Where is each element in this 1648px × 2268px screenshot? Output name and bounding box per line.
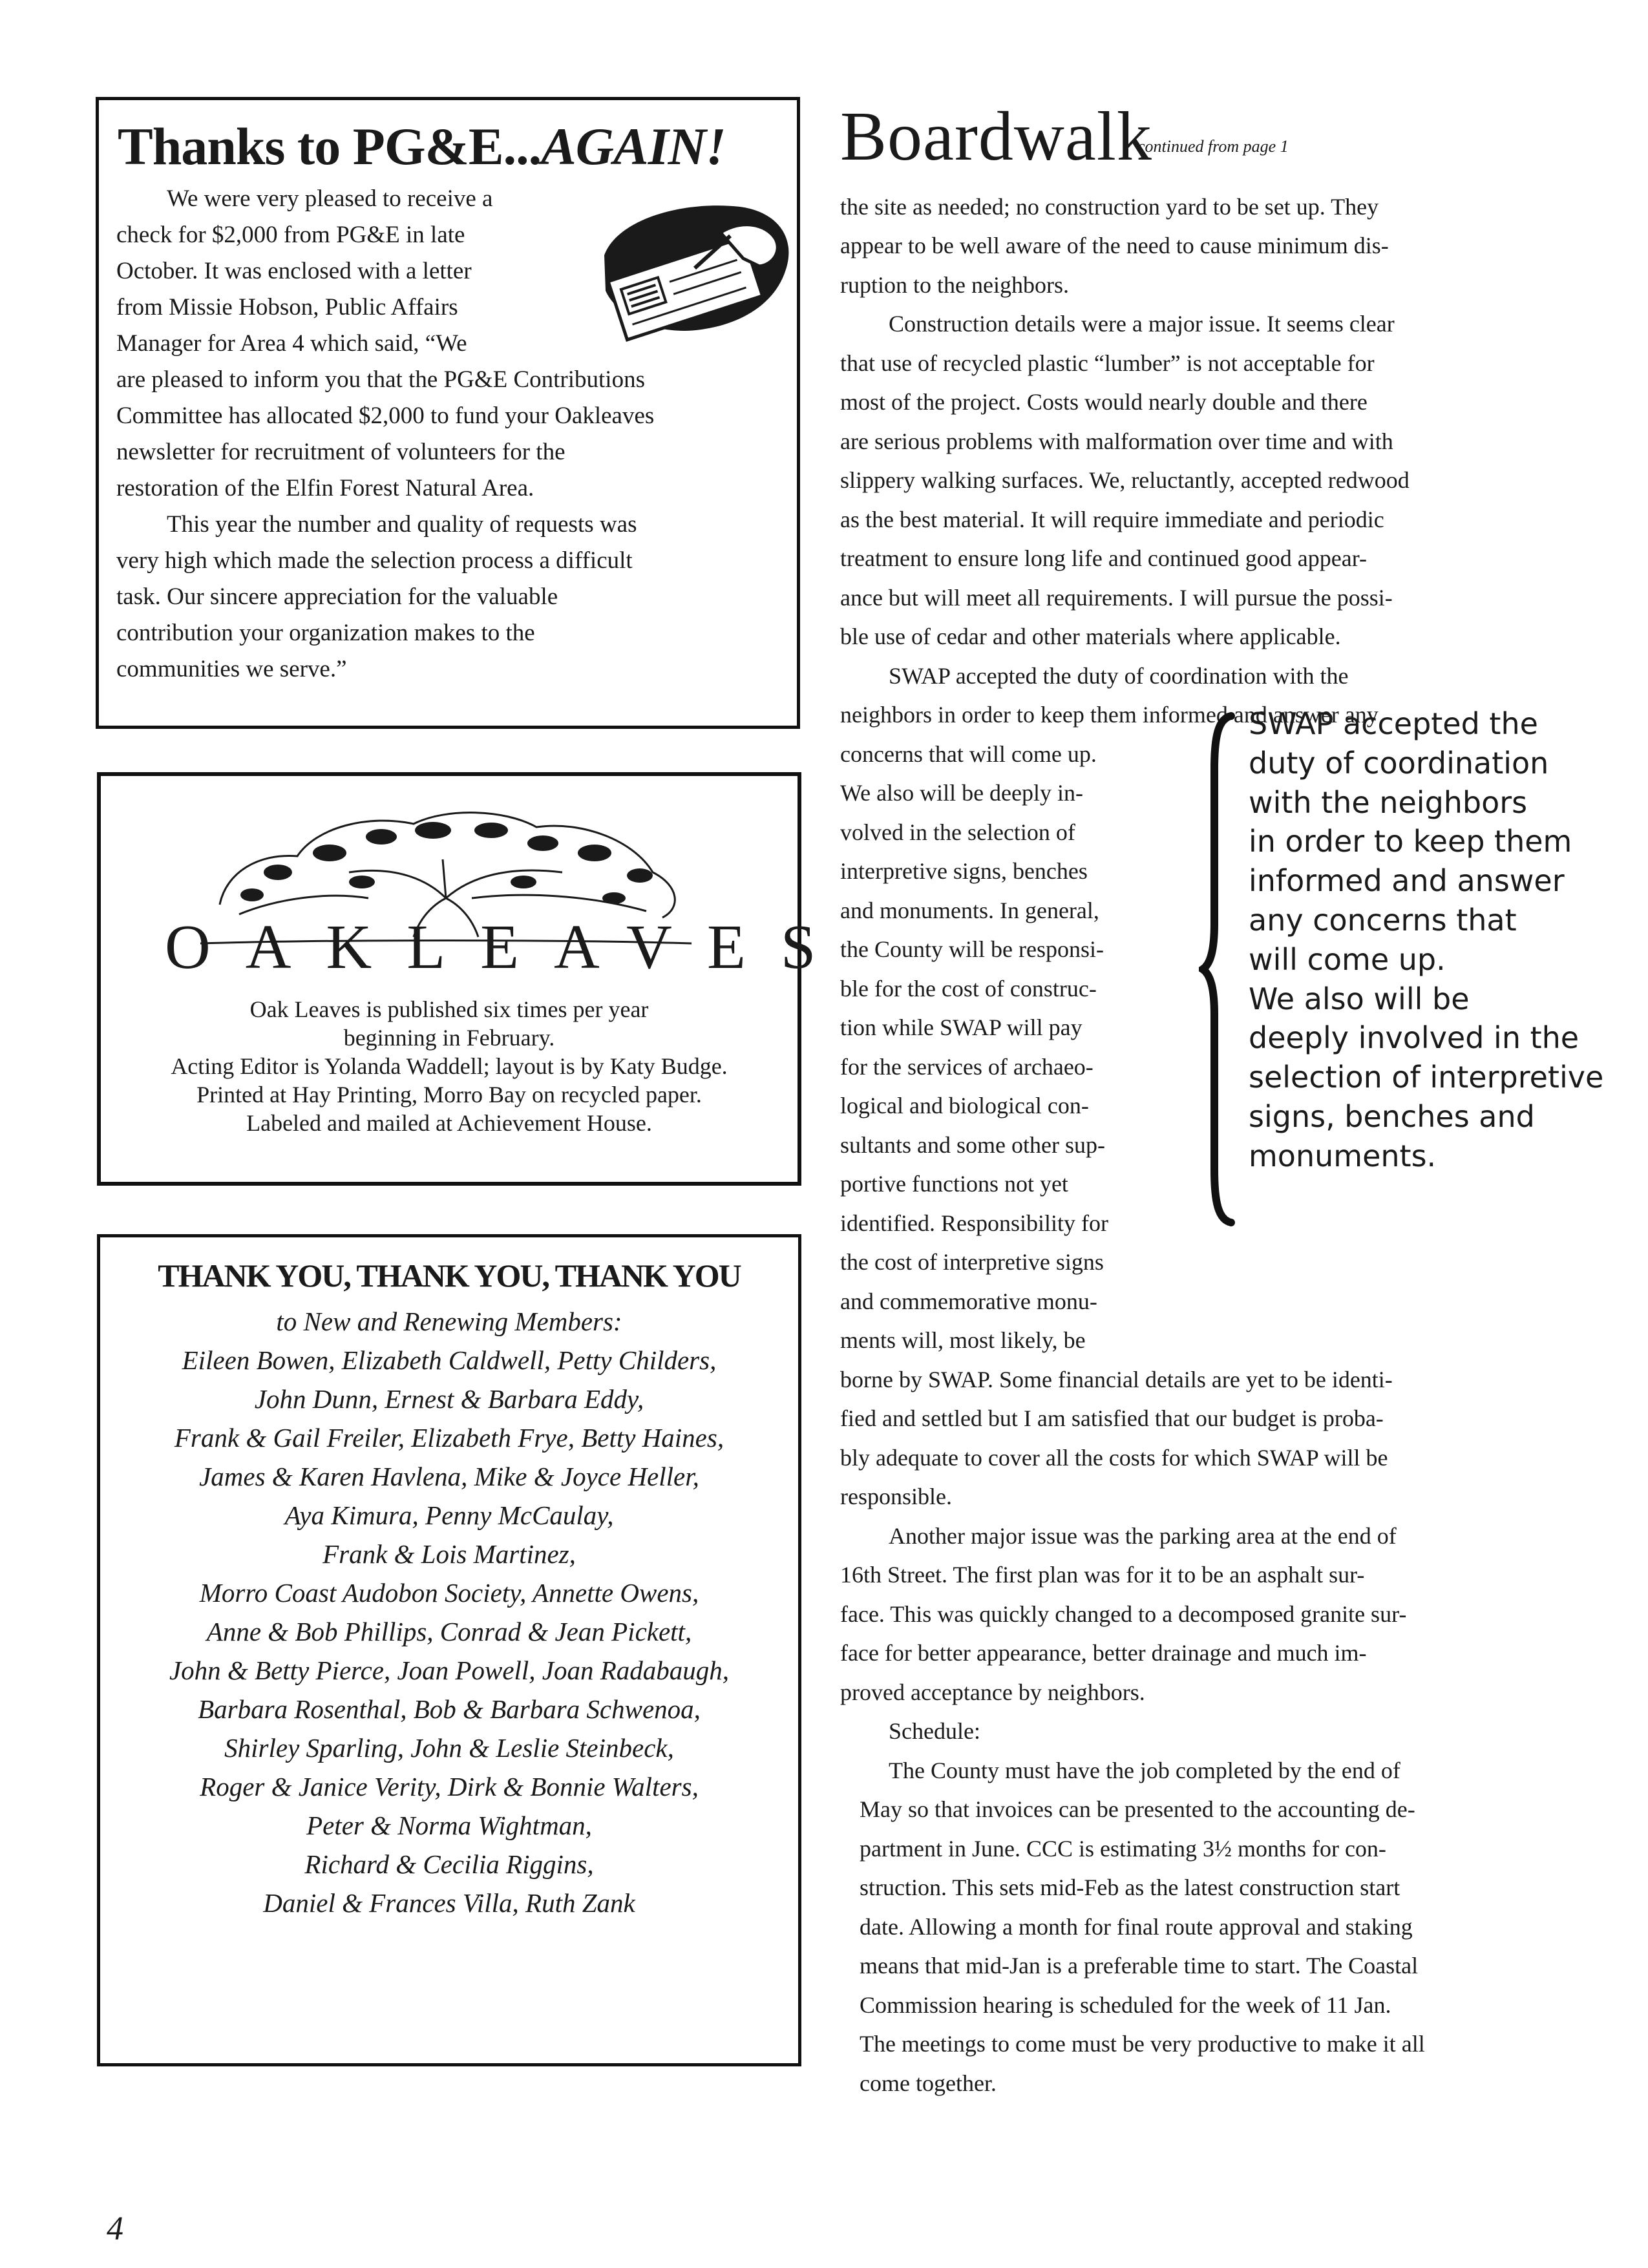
pull-quote-line: monuments. xyxy=(1249,1139,1437,1173)
pge-text-line: communities we serve.” xyxy=(116,656,347,682)
member-line: Daniel & Frances Villa, Ruth Zank xyxy=(263,1888,635,1918)
masthead-title: OAKLEAVES xyxy=(165,912,851,982)
member-line: Roger & Janice Verity, Dirk & Bonnie Walters, xyxy=(200,1772,699,1801)
member-line: to New and Renewing Members: xyxy=(276,1307,622,1336)
member-line: Peter & Norma Wightman, xyxy=(306,1811,592,1840)
member-line: Eileen Bowen, Elizabeth Caldwell, Petty Childers, xyxy=(182,1345,717,1375)
pge-text-line: We were very pleased to receive a xyxy=(167,185,493,212)
masthead-line: Printed at Hay Printing, Morro Bay on recycled paper. xyxy=(196,1082,702,1108)
article-line: logical and biological con- xyxy=(840,1093,1089,1118)
article-line: date. Allowing a month for final route approval and staking xyxy=(860,1914,1413,1940)
pull-quote-line: selection of interpretive xyxy=(1249,1060,1604,1095)
article-line: slippery walking surfaces. We, reluctantly, accepted redwood xyxy=(840,467,1410,493)
article-line: interpretive signs, benches xyxy=(840,858,1088,884)
masthead-line: beginning in February. xyxy=(343,1025,555,1051)
continued-note: continued from page 1 xyxy=(1137,137,1289,156)
pge-text-line: Manager for Area 4 which said, “We xyxy=(116,330,467,357)
member-line: Shirley Sparling, John & Leslie Steinbeck, xyxy=(224,1733,674,1763)
pge-box-title: Thanks to PG&E...AGAIN! xyxy=(118,117,726,176)
pge-text-line: contribution your organization makes to the xyxy=(116,620,535,646)
member-line: Frank & Gail Freiler, Elizabeth Frye, Betty Haines, xyxy=(174,1423,724,1453)
pge-text-line: are pleased to inform you that the PG&E Contributions xyxy=(116,366,645,393)
article-line: identified. Responsibility for xyxy=(840,1210,1108,1236)
pge-text-line: very high which made the selection process a difficult xyxy=(116,547,633,574)
article-line: sultants and some other sup- xyxy=(840,1132,1105,1158)
pge-text-line: Committee has allocated $2,000 to fund your Oakleaves xyxy=(116,403,655,429)
pull-quote-line: duty of coordination xyxy=(1249,746,1549,781)
article-line: Construction details were a major issue. It seems clear xyxy=(889,311,1395,337)
article-line: face. This was quickly changed to a decomposed granite sur- xyxy=(840,1601,1407,1627)
article-line: We also will be deeply in- xyxy=(840,780,1083,806)
pull-quote-line: in order to keep them xyxy=(1249,824,1572,859)
pge-text-line: task. Our sincere appreciation for the valuable xyxy=(116,583,558,610)
article-line: May so that invoices can be presented to the accounting de- xyxy=(860,1796,1415,1822)
article-line: fied and settled but I am satisfied that our budget is proba- xyxy=(840,1405,1384,1431)
member-line: Barbara Rosenthal, Bob & Barbara Schwenoa, xyxy=(198,1694,701,1724)
article-line: appear to be well aware of the need to cause minimum dis- xyxy=(840,233,1389,258)
article-line: the cost of interpretive signs xyxy=(840,1249,1104,1275)
article-line: and monuments. In general, xyxy=(840,898,1099,923)
pge-text-line: This year the number and quality of requests was xyxy=(167,511,637,538)
article-line: tion while SWAP will pay xyxy=(840,1014,1083,1040)
pull-quote-brace xyxy=(1199,711,1244,1228)
article-line: ance but will meet all requirements. I will pursue the possi- xyxy=(840,585,1393,611)
article-line: SWAP accepted the duty of coordination with the xyxy=(889,663,1349,689)
article-line: face for better appearance, better drainage and much im- xyxy=(840,1640,1367,1666)
article-line: as the best material. It will require immediate and periodic xyxy=(840,507,1384,532)
page-number: 4 xyxy=(107,2210,123,2247)
article-line: for the services of archaeo- xyxy=(840,1054,1093,1080)
article-line: that use of recycled plastic “lumber” is not acceptable for xyxy=(840,350,1375,376)
check-in-hand-illustration xyxy=(591,194,798,342)
member-line: James & Karen Havlena, Mike & Joyce Heller, xyxy=(199,1462,699,1491)
article-line: ruption to the neighbors. xyxy=(840,272,1069,298)
member-line: Anne & Bob Phillips, Conrad & Jean Pickett, xyxy=(206,1617,692,1646)
member-line: John & Betty Pierce, Joan Powell, Joan Radabaugh, xyxy=(169,1655,730,1685)
pull-quote-line: informed and answer xyxy=(1249,863,1565,898)
member-line: Aya Kimura, Penny McCaulay, xyxy=(284,1500,614,1530)
article-line: come together. xyxy=(860,2070,997,2096)
article-line: ble for the cost of construc- xyxy=(840,976,1097,1002)
member-line: Richard & Cecilia Riggins, xyxy=(304,1849,594,1879)
pull-quote-line: with the neighbors xyxy=(1249,785,1528,820)
article-line: ble use of cedar and other materials where applicable. xyxy=(840,624,1341,649)
article-line: and commemorative monu- xyxy=(840,1288,1097,1314)
article-line: Commission hearing is scheduled for the week of 11 Jan. xyxy=(860,1992,1391,2018)
article-line: most of the project. Costs would nearly double and there xyxy=(840,389,1368,415)
article-line: The meetings to come must be very productive to make it all xyxy=(860,2031,1425,2057)
pull-quote-line: will come up. xyxy=(1249,942,1446,977)
thanks-box-title: THANK YOU, THANK YOU, THANK YOU xyxy=(158,1257,741,1294)
masthead-line: Oak Leaves is published six times per year xyxy=(249,996,649,1022)
article-line: the site as needed; no construction yard to be set up. They xyxy=(840,194,1379,220)
article-line: proved acceptance by neighbors. xyxy=(840,1679,1145,1705)
masthead-line: Labeled and mailed at Achievement House. xyxy=(246,1110,652,1136)
pge-text-line: check for $2,000 from PG&E in late xyxy=(116,222,465,248)
article-line: The County must have the job completed by the end of xyxy=(889,1758,1400,1783)
article-line: 16th Street. The first plan was for it to be an asphalt sur- xyxy=(840,1562,1365,1588)
pge-text-line: restoration of the Elfin Forest Natural Area. xyxy=(116,475,534,501)
article-line: Schedule: xyxy=(889,1718,980,1744)
article-line: ments will, most likely, be xyxy=(840,1327,1086,1353)
article-line: bly adequate to cover all the costs for which SWAP will be xyxy=(840,1445,1388,1471)
article-line: treatment to ensure long life and continued good appear- xyxy=(840,545,1367,571)
article-line: neighbors in order to keep them informed and answer any xyxy=(840,702,1379,728)
pull-quote-line: SWAP accepted the xyxy=(1249,706,1538,741)
article-line: borne by SWAP. Some financial details are yet to be identi- xyxy=(840,1367,1393,1392)
article-line: are serious problems with malformation over time and with xyxy=(840,428,1393,454)
member-line: Morro Coast Audobon Society, Annette Owens, xyxy=(199,1578,699,1608)
pull-quote-line: any concerns that xyxy=(1249,903,1517,938)
article-line: means that mid-Jan is a preferable time to start. The Coastal xyxy=(860,1953,1419,1979)
member-line: John Dunn, Ernest & Barbara Eddy, xyxy=(254,1384,644,1414)
masthead-line: Acting Editor is Yolanda Waddell; layout is by Katy Budge. xyxy=(171,1053,728,1079)
article-line: responsible. xyxy=(840,1484,952,1509)
article-line: volved in the selection of xyxy=(840,819,1075,845)
pge-text-line: newsletter for recruitment of volunteers for the xyxy=(116,439,565,465)
article-line: struction. This sets mid-Feb as the latest construction start xyxy=(860,1874,1400,1900)
article-line: the County will be responsi- xyxy=(840,936,1104,962)
article-line: partment in June. CCC is estimating 3½ months for con- xyxy=(860,1836,1386,1862)
article-line: Another major issue was the parking area at the end of xyxy=(889,1523,1397,1549)
pge-text-line: from Missie Hobson, Public Affairs xyxy=(116,294,458,320)
pull-quote-line: signs, benches and xyxy=(1249,1099,1535,1134)
article-line: portive functions not yet xyxy=(840,1171,1068,1197)
pge-text-line: October. It was enclosed with a letter xyxy=(116,258,472,284)
member-line: Frank & Lois Martinez, xyxy=(322,1539,576,1569)
pull-quote-line: deeply involved in the xyxy=(1249,1020,1579,1055)
pull-quote-line: We also will be xyxy=(1249,982,1470,1016)
boardwalk-title: Boardwalk xyxy=(840,98,1152,175)
article-line: concerns that will come up. xyxy=(840,741,1097,767)
